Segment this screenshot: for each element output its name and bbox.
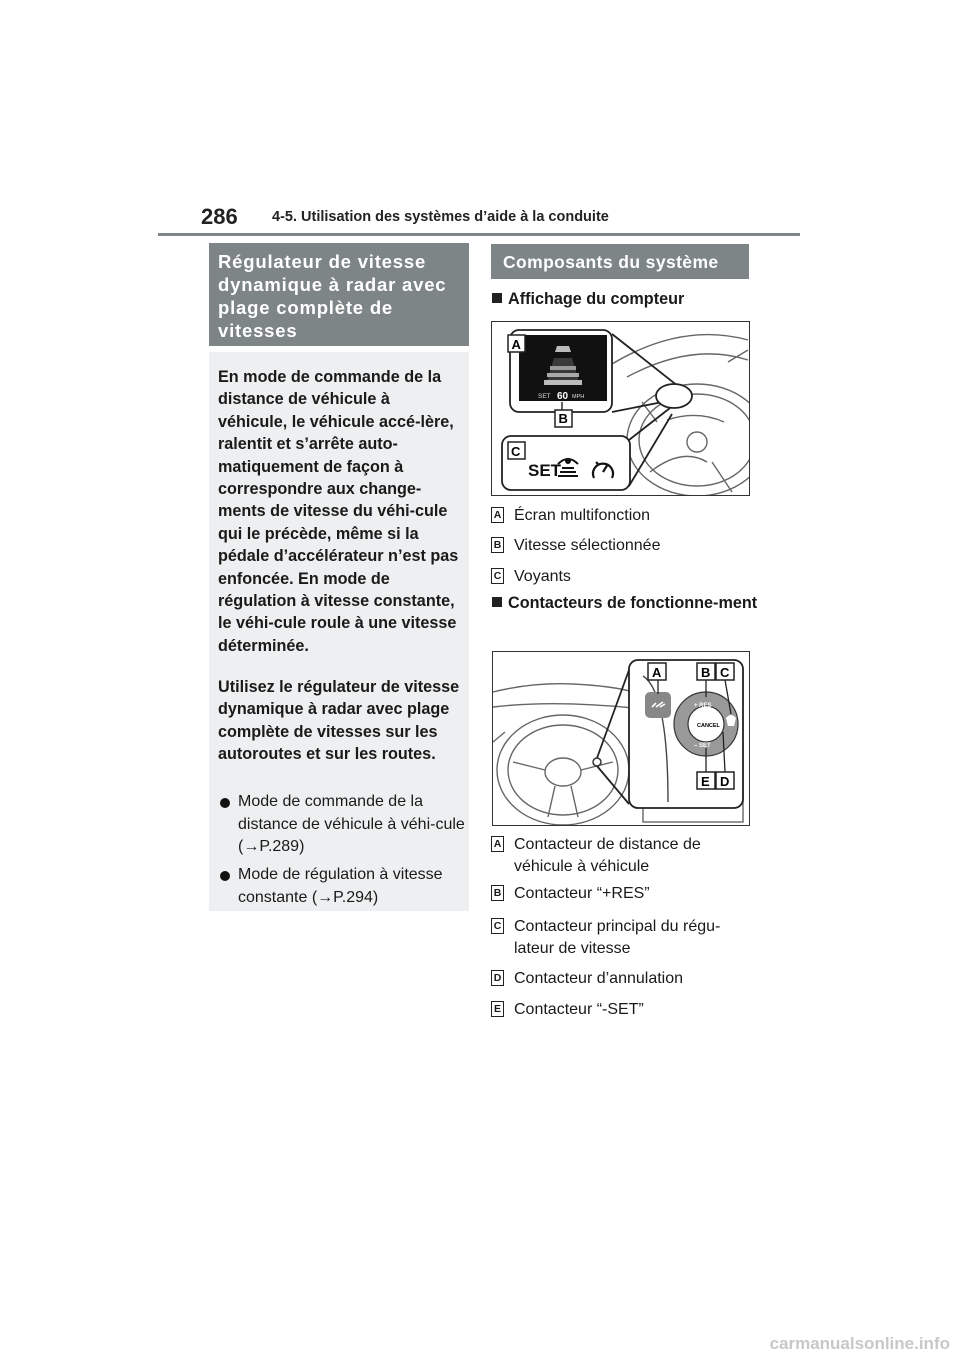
cancel-label: CANCEL [697,723,720,729]
legend-item: C Voyants [491,566,751,588]
set-label: – SET [694,743,711,749]
display-set-text: SET [538,393,551,400]
legend-item: A Écran multifonction [491,505,751,527]
legend-letter: E [491,1001,504,1017]
indicator-set-text: SET [528,461,562,480]
page-number: 286 [201,204,238,229]
res-label: + RES [694,703,712,709]
callout-c: C [720,665,730,680]
bullet-dot-icon [220,871,230,881]
switches-figure [492,651,750,826]
legend-letter: D [491,970,504,986]
callout-d: D [720,774,730,789]
display-unit-text: MPH [572,394,585,400]
usage-paragraph: Utilisez le régulateur de vitesse dynamique à radar avec plage complète de vitesses sur les autoroutes et sur les routes. [218,678,460,764]
watermark: carmanualsonline.info [769,1334,950,1353]
bullet-text: Mode de régulation à vitesse constante (→P.294) [238,866,443,906]
legend-letter: B [491,537,504,553]
legend-letter: A [491,836,504,852]
bullet-text: Mode de commande de la distance de véhicule à véhi-cule (→P.289) [238,793,465,855]
legend-letter: A [491,507,504,523]
legend-item: B Vitesse sélectionnée [491,535,751,557]
legend-letter: C [491,568,504,584]
meter-display-illustration [492,322,749,495]
meter-display-figure [491,321,750,496]
intro-paragraph: En mode de commande de la distance de véhicule à véhicule, le véhicule accé-lère, ralentit et s’arrête auto-matiquement de façon à correspondre aux change-ments de vitesse du véhi-cule qui le précède, même si la pédale d’accélérateur n’est pas enfoncée. En mode de régulation à vitesse constante, le véhi-cule roule à une vitesse déterminée. [218,368,459,655]
legend-letter: B [491,885,504,901]
header-rule [158,233,800,236]
right-title: Composants du système [503,252,719,272]
square-bullet-icon [492,597,502,607]
display-speed-text: 60 [557,391,569,402]
legend-item: C Contacteur principal du régu-lateur de vitesse [491,916,751,960]
callout-c: C [511,444,521,459]
bullet-item [218,864,473,909]
left-title: Régulateur de vitesse dynamique à radar avec plage complète de vitesses [218,251,447,341]
subheading-switches: Contacteurs de fonctionne-ment [492,592,769,614]
callout-b: B [558,411,568,426]
legend-item: B Contacteur “+RES” [491,883,751,905]
bullet-dot-icon [220,798,230,808]
legend-letter: C [491,918,504,934]
callout-a: A [511,337,521,352]
callout-a: A [652,665,662,680]
legend-item: A Contacteur de distance de véhicule à véhicule [491,834,751,878]
switches-illustration [493,652,749,825]
square-bullet-icon [492,293,502,303]
callout-b: B [701,665,711,680]
legend-item: D Contacteur d’annulation [491,968,751,990]
legend-item: E Contacteur “-SET” [491,999,751,1021]
subheading-meter: Affichage du compteur [492,288,752,310]
callout-e: E [701,774,710,789]
bullet-item [218,791,473,859]
section-title: 4-5. Utilisation des systèmes d’aide à la conduite [272,209,609,225]
